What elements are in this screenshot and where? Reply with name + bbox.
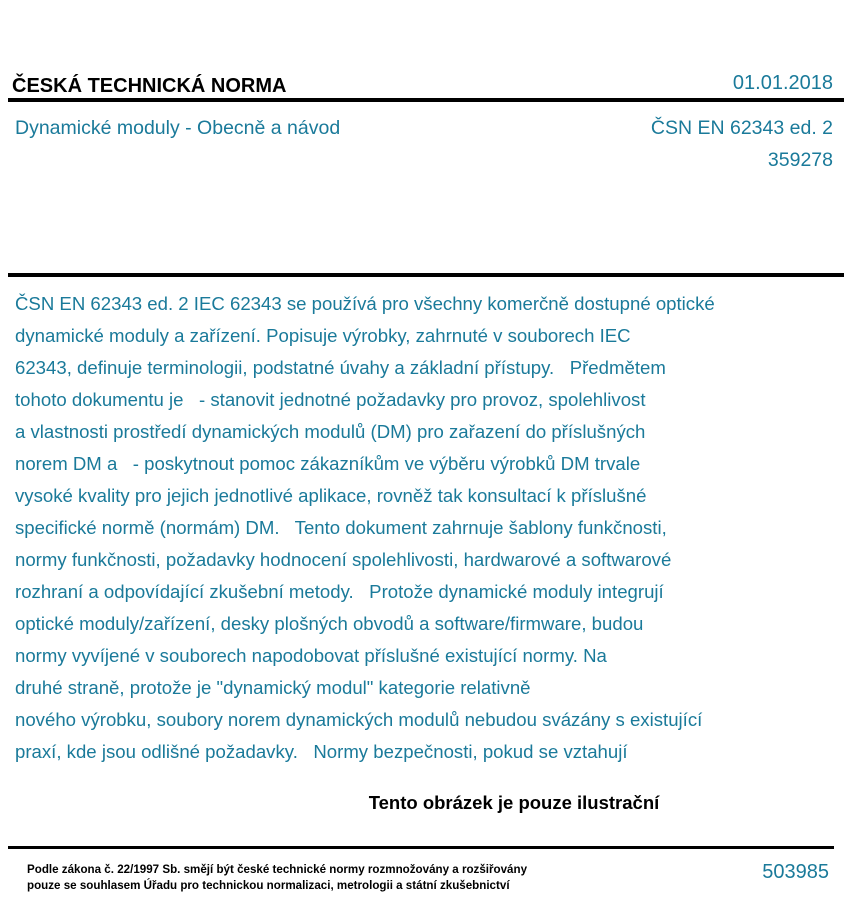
footer-rule <box>8 846 834 849</box>
abstract-line: dynamické moduly a zařízení. Popisuje výrobky, zahrnuté v souborech IEC <box>15 325 631 346</box>
abstract-line: norem DM a - poskytnout pomoc zákazníkům ve výběru výrobků DM trvale <box>15 453 641 474</box>
document-heading: ČESKÁ TECHNICKÁ NORMA <box>12 75 287 97</box>
abstract-line: normy vyvíjené v souborech napodobovat příslušné existující normy. Na <box>15 645 607 666</box>
abstract-line: optické moduly/zařízení, desky plošných obvodů a software/firmware, budou <box>15 613 644 634</box>
abstract-line: praxí, kde jsou odlišné požadavky. Normy bezpečnosti, pokud se vztahují <box>15 741 628 762</box>
publication-date: 01.01.2018 <box>732 72 833 94</box>
abstract-line: vysoké kvality pro jejich jednotlivé aplikace, rovněž tak konsultací k příslušné <box>15 485 647 506</box>
abstract-line: druhé straně, protože je "dynamický modul" kategorie relativně <box>15 677 531 698</box>
standard-title: Dynamické moduly - Obecně a návod <box>15 117 341 139</box>
abstract-line: ČSN EN 62343 ed. 2 IEC 62343 se používá pro všechny komerčně dostupné optické <box>15 293 715 314</box>
document-number: 503985 <box>762 861 829 883</box>
abstract-line: 62343, definuje terminologii, podstatné úvahy a základní přístupy. Předmětem <box>15 357 666 378</box>
abstract-line: a vlastnosti prostředí dynamických modulů (DM) pro zařazení do příslušných <box>15 421 646 442</box>
illustration-notice: Tento obrázek je pouze ilustrační <box>368 792 660 813</box>
copyright-line: pouze se souhlasem Úřadu pro technickou normalizaci, metrologii a státní zkušebnictví <box>27 879 510 892</box>
copyright-notice <box>27 862 527 894</box>
copyright-line: Podle zákona č. 22/1997 Sb. smějí být české technické normy rozmnožovány a rozšiřovány <box>27 863 528 876</box>
abstract-line: tohoto dokumentu je - stanovit jednotné požadavky pro provoz, spolehlivost <box>15 389 646 410</box>
abstract-text <box>15 288 715 768</box>
abstract-line: normy funkčnosti, požadavky hodnocení spolehlivosti, hardwarové a softwarové <box>15 549 672 570</box>
abstract-line: specifické normě (normám) DM. Tento dokument zahrnuje šablony funkčnosti, <box>15 517 667 538</box>
norm-identifier: ČSN EN 62343 ed. 2 <box>650 117 833 139</box>
abstract-line: rozhraní a odpovídající zkušební metody. Protože dynamické moduly integrují <box>15 581 664 602</box>
catalog-number: 359278 <box>767 149 833 171</box>
abstract-line: nového výrobku, soubory norem dynamických modulů nebudou svázány s existující <box>15 709 703 730</box>
header-rule <box>8 98 844 102</box>
section-rule <box>8 273 844 277</box>
